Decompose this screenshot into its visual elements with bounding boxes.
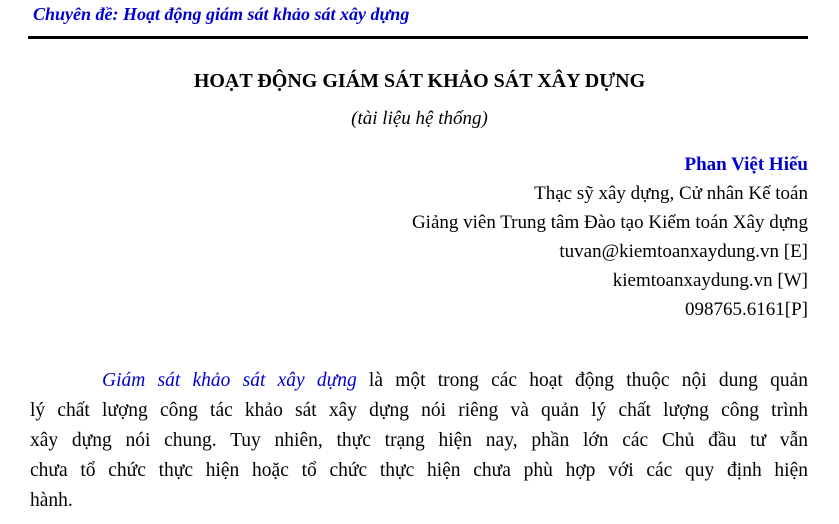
author-phone: 098765.6161[P] (685, 299, 808, 320)
author-degree: Thạc sỹ xây dựng, Cử nhân Kế toán (534, 183, 808, 204)
author-position: Giảng viên Trung tâm Đào tạo Kiểm toán Xây dựng (411, 212, 808, 233)
author-block (412, 150, 808, 324)
paragraph-line (30, 366, 808, 396)
intro-paragraph (30, 366, 808, 516)
author-name: Phan Việt Hiếu (684, 154, 808, 175)
header-divider (28, 36, 808, 39)
document-title: HOẠT ĐỘNG GIÁM SÁT KHẢO SÁT XÂY DỰNG (193, 70, 646, 92)
paragraph-line: chưa tổ chức thực hiện hoặc tổ chức thực hiện chưa phù hợp với các quy định hiện (30, 460, 808, 481)
paragraph-text: là một trong các hoạt động thuộc nội dung quản (356, 370, 808, 391)
paragraph-line: hành. (30, 490, 73, 511)
author-website: kiemtoanxaydung.vn [W] (612, 270, 808, 291)
document-subtitle: (tài liệu hệ thống) (351, 108, 488, 129)
paragraph-line: lý chất lượng công tác khảo sát xây dựng nói riêng và quản lý chất lượng công trình (30, 400, 808, 421)
emphasis-term: Giám sát khảo sát xây dựng (102, 370, 357, 391)
paragraph-line: xây dựng nói chung. Tuy nhiên, thực trạng hiện nay, phần lớn các Chủ đầu tư vẫn (30, 430, 808, 451)
author-email: tuvan@kiemtoanxaydung.vn [E] (559, 241, 808, 262)
document-header-topic: Chuyên đề: Hoạt động giám sát khảo sát xây dựng (33, 4, 410, 24)
